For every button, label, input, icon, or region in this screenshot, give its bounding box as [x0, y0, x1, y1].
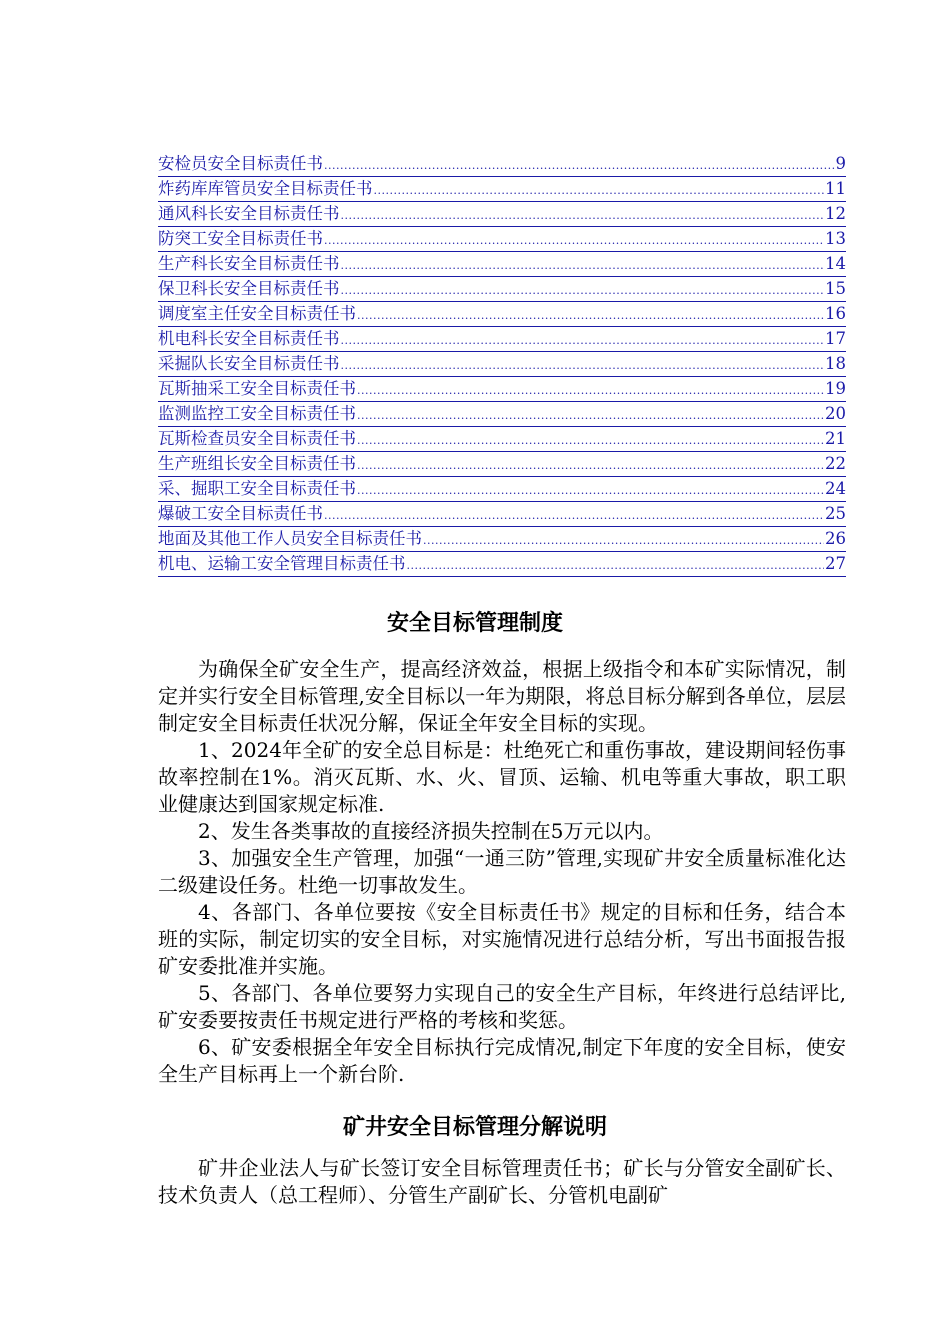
toc-dot-leader	[341, 256, 825, 276]
section-body-decomposition	[158, 1155, 846, 1209]
toc-entry-title: 防突工安全目标责任书	[158, 229, 323, 248]
toc-dot-leader	[357, 381, 824, 401]
toc-entry-title: 采、掘职工安全目标责任书	[158, 479, 356, 498]
toc-entry[interactable]	[158, 327, 846, 352]
toc-entry[interactable]	[158, 352, 846, 377]
toc-entry-page-number: 26	[825, 529, 846, 548]
toc-entry-page-number: 20	[825, 404, 846, 423]
toc-entry-page-number: 16	[825, 304, 846, 323]
toc-entry-page-number: 22	[825, 454, 846, 473]
body-paragraph: 3、加强安全生产管理，加强“一通三防”管理,实现矿井安全质量标准化达二级建设任务。杜绝一切事故发生。	[158, 846, 846, 897]
toc-entry-page-number: 17	[825, 329, 846, 348]
toc-entry-title: 生产班组长安全目标责任书	[158, 454, 356, 473]
body-paragraph: 5、各部门、各单位要努力实现自己的安全生产目标，年终进行总结评比,矿安委要按责任书规定进行严格的考核和奖惩。	[158, 981, 846, 1032]
toc-entry-title: 瓦斯抽采工安全目标责任书	[158, 379, 356, 398]
body-paragraph: 6、矿安委根据全年安全目标执行完成情况,制定下年度的安全目标，使安全生产目标再上一个新台阶.	[158, 1035, 846, 1086]
toc-dot-leader	[407, 556, 825, 576]
toc-entry-page-number: 12	[825, 204, 846, 223]
toc-entry-title: 生产科长安全目标责任书	[158, 254, 340, 273]
toc-entry-title: 机电、运输工安全管理目标责任书	[158, 554, 406, 573]
toc-entry-title: 炸药库库管员安全目标责任书	[158, 179, 373, 198]
toc-entry-title: 地面及其他工作人员安全目标责任书	[158, 529, 422, 548]
toc-entry[interactable]	[158, 502, 846, 527]
toc-entry[interactable]	[158, 177, 846, 202]
toc-dot-leader	[357, 406, 824, 426]
toc-entry[interactable]	[158, 402, 846, 427]
toc-entry-page-number: 18	[825, 354, 846, 373]
toc-dot-leader	[423, 531, 824, 551]
toc-entry[interactable]	[158, 377, 846, 402]
toc-dot-leader	[357, 431, 824, 451]
toc-entry-page-number: 9	[835, 154, 846, 173]
section-heading-safety-target-system: 安全目标管理制度	[386, 611, 563, 636]
toc-entry-title: 安检员安全目标责任书	[158, 154, 323, 173]
toc-entry-page-number: 13	[825, 229, 846, 248]
body-paragraph: 4、各部门、各单位要按《安全目标责任书》规定的目标和任务，结合本班的实际，制定切实的安全目标，对实施情况进行总结分析，写出书面报告报矿安委批准并实施。	[158, 900, 846, 978]
toc-dot-leader	[341, 281, 825, 301]
toc-dot-leader	[324, 156, 835, 176]
toc-entry-title: 保卫科长安全目标责任书	[158, 279, 340, 298]
toc-dot-leader	[357, 456, 824, 476]
toc-entry[interactable]	[158, 252, 846, 277]
toc-dot-leader	[341, 206, 825, 226]
toc-entry[interactable]	[158, 552, 846, 577]
body-paragraph: 矿井企业法人与矿长签订安全目标管理责任书；矿长与分管安全副矿长、技术负责人（总工程师）、分管生产副矿长、分管机电副矿	[158, 1156, 846, 1207]
toc-entry[interactable]	[158, 527, 846, 552]
section-body-safety-target-system	[158, 656, 846, 1088]
toc-entry-title: 爆破工安全目标责任书	[158, 504, 323, 523]
toc-entry-page-number: 15	[825, 279, 846, 298]
toc-entry-title: 瓦斯检查员安全目标责任书	[158, 429, 356, 448]
toc-entry[interactable]	[158, 452, 846, 477]
toc-entry[interactable]	[158, 152, 846, 177]
toc-entry-page-number: 11	[825, 179, 846, 198]
toc-entry-page-number: 14	[825, 254, 846, 273]
body-paragraph: 1、2024年全矿的安全总目标是：杜绝死亡和重伤事故，建设期间轻伤事故率控制在1%。消灭瓦斯、水、火、冒顶、运输、机电等重大事故，职工职业健康达到国家规定标准.	[158, 738, 846, 816]
toc-entry[interactable]	[158, 427, 846, 452]
toc-entry-page-number: 19	[825, 379, 846, 398]
table-of-contents	[158, 152, 846, 577]
toc-dot-leader	[341, 356, 825, 376]
toc-entry-page-number: 24	[825, 479, 846, 498]
toc-entry[interactable]	[158, 277, 846, 302]
section-heading-decomposition: 矿井安全目标管理分解说明	[342, 1115, 607, 1140]
toc-dot-leader	[374, 181, 825, 201]
body-paragraph: 为确保全矿安全生产，提高经济效益，根据上级指令和本矿实际情况，制定并实行安全目标管理,安全目标以一年为期限，将总目标分解到各单位，层层制定安全目标责任状况分解，保证全年安全目标的实现。	[158, 657, 846, 735]
toc-entry-title: 通风科长安全目标责任书	[158, 204, 340, 223]
toc-entry-title: 采掘队长安全目标责任书	[158, 354, 340, 373]
toc-entry-page-number: 21	[825, 429, 846, 448]
toc-dot-leader	[357, 481, 824, 501]
toc-entry-title: 监测监控工安全目标责任书	[158, 404, 356, 423]
toc-entry[interactable]	[158, 302, 846, 327]
toc-entry-page-number: 27	[825, 554, 846, 573]
body-paragraph: 2、发生各类事故的直接经济损失控制在5万元以内。	[198, 819, 664, 843]
toc-dot-leader	[324, 231, 824, 251]
toc-entry-page-number: 25	[825, 504, 846, 523]
toc-dot-leader	[357, 306, 824, 326]
toc-entry[interactable]	[158, 227, 846, 252]
toc-dot-leader	[341, 331, 825, 351]
toc-entry[interactable]	[158, 477, 846, 502]
toc-entry-title: 机电科长安全目标责任书	[158, 329, 340, 348]
toc-entry-title: 调度室主任安全目标责任书	[158, 304, 356, 323]
toc-dot-leader	[324, 506, 824, 526]
toc-entry[interactable]	[158, 202, 846, 227]
